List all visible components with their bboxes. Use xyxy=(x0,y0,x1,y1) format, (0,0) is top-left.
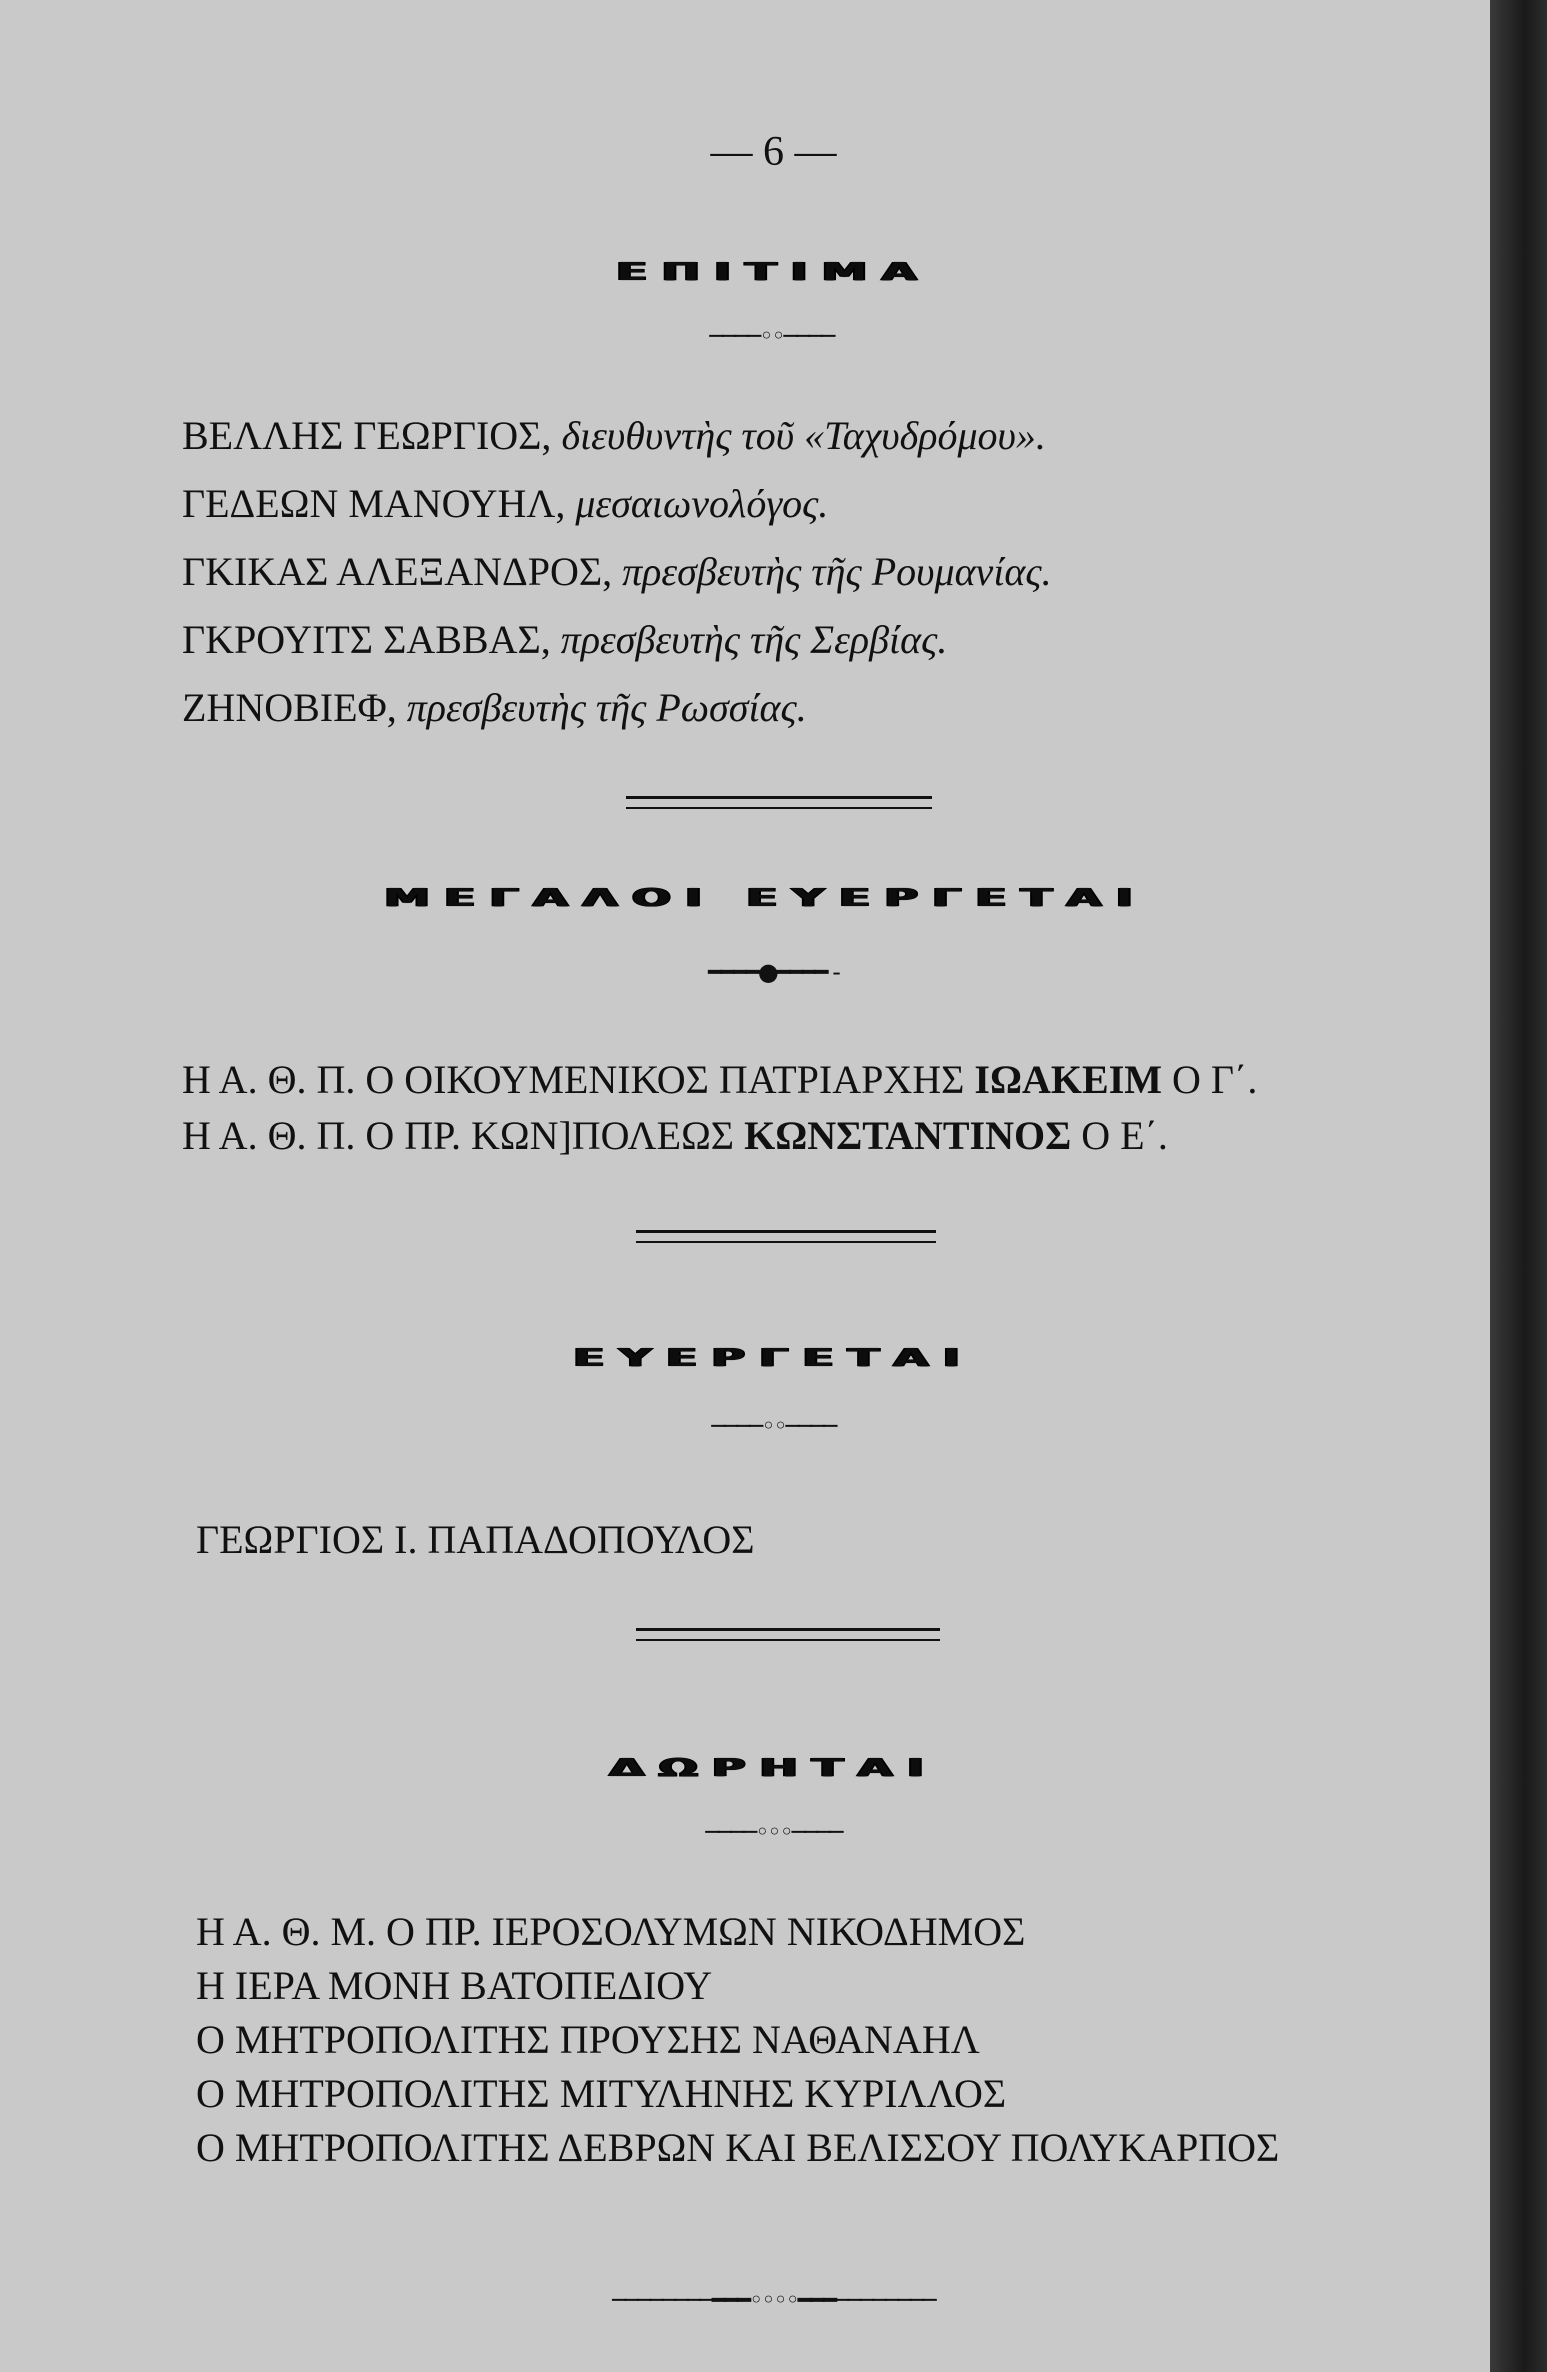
heading-euergetai: ΕΥΕΡΓΕΤΑΙ xyxy=(573,1342,974,1372)
entry-name: ΓΚΙΚΑΣ ΑΛΕΞΑΝΔΡΟΣ, xyxy=(182,549,613,594)
entry-bold-name: ΚΩΝΣΤΑΝΤΙΝΟΣ xyxy=(744,1113,1072,1158)
entry-name: ΖΗΝΟΒΙΕΦ, xyxy=(182,685,397,730)
entry-doritai-2: Η ΙΕΡΑ ΜΟΝΗ ΒΑΤΟΠΕΔΙΟΥ xyxy=(196,1963,713,2008)
entry-desc: πρεσβευτὴς τῆς Ρουμανίας. xyxy=(622,549,1052,594)
heading-doritai: ΔΩΡΗΤΑΙ xyxy=(608,1752,938,1782)
entry-suffix: Ο Ε΄. xyxy=(1081,1113,1168,1158)
double-rule xyxy=(626,796,932,809)
entry-desc: πρεσβευτὴς τῆς Σερβίας. xyxy=(560,617,948,662)
entry-doritai-5: Ο ΜΗΤΡΟΠΟΛΙΤΗΣ ΔΕΒΡΩΝ ΚΑΙ ΒΕΛΙΣΣΟΥ ΠΟΛΥΚΑΡΠΟΣ xyxy=(196,2125,1280,2170)
entry-name: ΓΚΡΟΥΙΤΣ ΣΑΒΒΑΣ, xyxy=(182,617,551,662)
entry-bold-name: ΙΩΑΚΕΙΜ xyxy=(974,1057,1163,1102)
entry-epitima-5 xyxy=(182,684,807,731)
book-spine xyxy=(1490,0,1547,2372)
entry-prefix: Η Α. Θ. Π. Ο ΠΡ. ΚΩΝ]ΠΟΛΕΩΣ xyxy=(182,1113,735,1158)
entry-desc: διευθυντὴς τοῦ «Ταχυδρόμου». xyxy=(561,413,1046,458)
double-rule xyxy=(636,1628,940,1641)
entry-doritai-4: Ο ΜΗΤΡΟΠΟΛΙΤΗΣ ΜΙΤΥΛΗΝΗΣ ΚΥΡΙΛΛΟΣ xyxy=(196,2071,1007,2116)
heading-epitima: ΕΠΙΤΙΜΑ xyxy=(616,256,931,286)
entry-epitima-1 xyxy=(182,412,1046,459)
double-rule xyxy=(636,1230,936,1243)
entry-desc: πρεσβευτὴς τῆς Ρωσσίας. xyxy=(406,685,807,730)
entry-epitima-2 xyxy=(182,480,828,527)
entry-name: ΒΕΛΛΗΣ ΓΕΩΡΓΙΟΣ, xyxy=(182,413,552,458)
entry-prefix: Η Α. Θ. Π. Ο ΟΙΚΟΥΜΕΝΙΚΟΣ ΠΑΤΡΙΑΡΧΗΣ xyxy=(182,1057,965,1102)
ornament-divider: ━━━━●━━━━ - xyxy=(708,958,839,986)
entry-epitima-3 xyxy=(182,548,1052,595)
page-number: — 6 — xyxy=(710,129,837,175)
ornament-divider: ────◦◦◦──── xyxy=(705,1818,842,1846)
entry-epitima-4 xyxy=(182,616,947,663)
entry-suffix: Ο Γ΄. xyxy=(1172,1057,1258,1102)
ornament-divider: ────◦◦──── xyxy=(709,322,834,350)
entry-doritai-1: Η Α. Θ. Μ. Ο ΠΡ. ΙΕΡΟΣΟΛΥΜΩΝ ΝΙΚΟΔΗΜΟΣ xyxy=(196,1909,1026,1954)
entry-megaloi-1 xyxy=(182,1056,1257,1103)
entry-name: ΓΕΔΕΩΝ ΜΑΝΟΥΗΛ, xyxy=(182,481,566,526)
heading-megaloi-euergetai: ΜΕΓΑΛΟΙ ΕΥΕΡΓΕΤΑΙ xyxy=(384,882,1147,912)
ornament-divider: ────◦◦──── xyxy=(711,1412,836,1440)
closing-ornament: ────────━━━◦◦◦◦━━━──────── xyxy=(612,2286,935,2314)
entry-doritai-3: Ο ΜΗΤΡΟΠΟΛΙΤΗΣ ΠΡΟΥΣΗΣ ΝΑΘΑΝΑΗΛ xyxy=(196,2017,980,2062)
entry-desc: μεσαιωνολόγος. xyxy=(575,481,829,526)
entry-euergetai-1: ΓΕΩΡΓΙΟΣ Ι. ΠΑΠΑΔΟΠΟΥΛΟΣ xyxy=(196,1517,755,1562)
entry-megaloi-2 xyxy=(182,1112,1168,1159)
